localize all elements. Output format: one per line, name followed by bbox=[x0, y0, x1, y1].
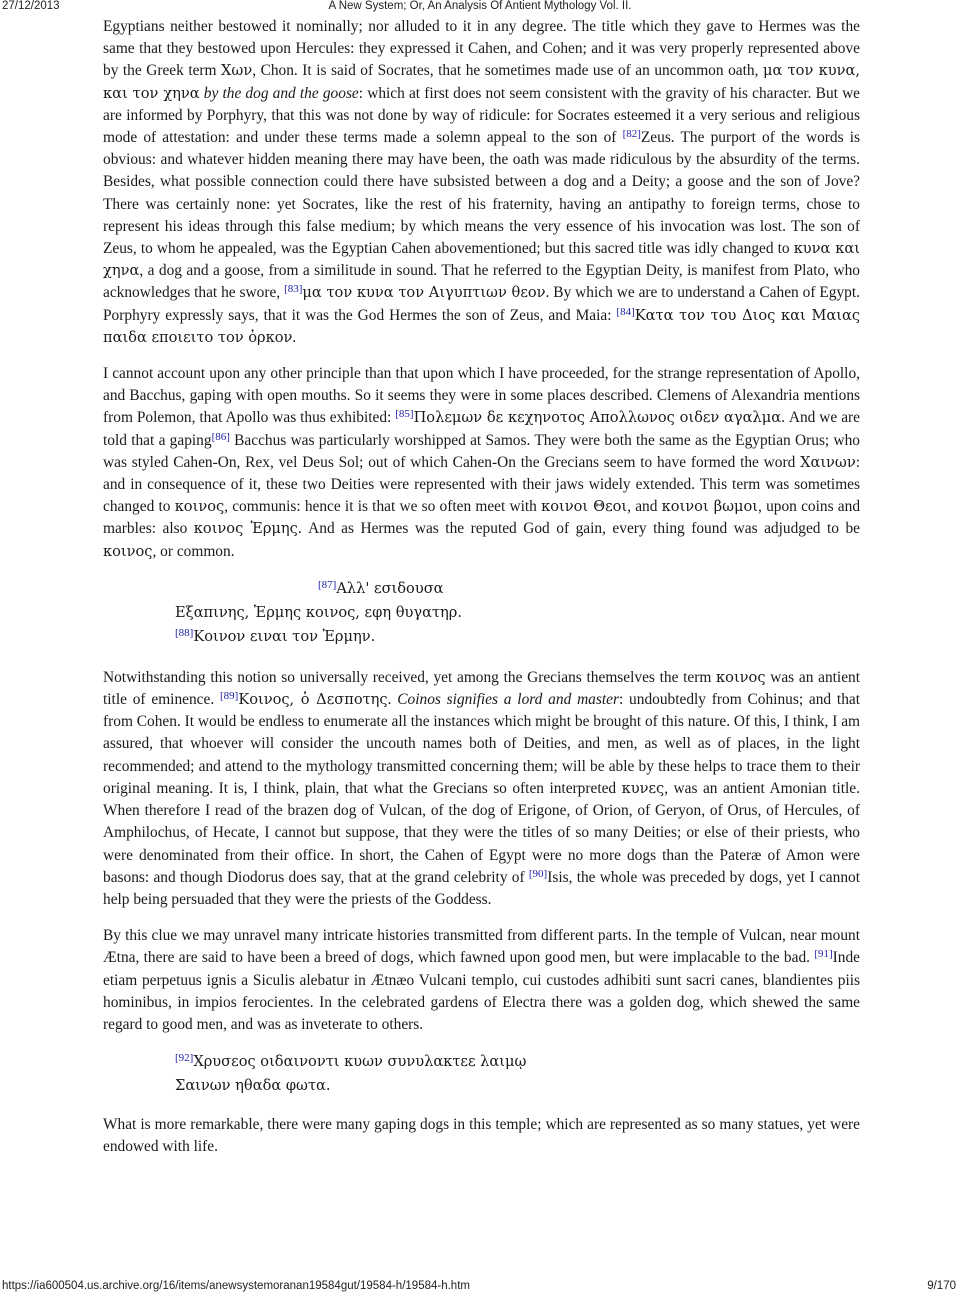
footnote-link-83[interactable]: [83] bbox=[284, 283, 303, 296]
paragraph-2: I cannot account upon any other principle than that upon which I have proceeded, for the strange representation of Apollo, and Bacchus, gaping with open mouths. So it seems they were in some places described. Clemens of Alexandria mentions from Polemon, that Apollo was thus exhibited: [85]Πολεμων δε κεχηνοτος Απολλωνος οιδεν αγαλμα. And we are told that a gaping[86] Bacchus was particularly worshipped at Samos. They were both the same as the Egyptian Orus; who was styled Cahen-On, Rex, vel Deus Sol; out of which Cahen-On the Grecians seem to have formed the word Χαινων: and in consequence of it, these two Deities were represented with their jaws widely extended. This term was sometimes changed to κοινος, communis: hence it is that we so often meet with κοινοι Θεοι, and κοινοι βωμοι, upon coins and marbles: also κοινος Ἑρμης. And as Hermes was the reputed God of gain, every thing found was adjudged to be κοινος, or common. bbox=[103, 365, 861, 560]
footnote-link-92[interactable]: [92] bbox=[175, 1052, 194, 1065]
verse-line: [88]Κοινον ειναι τον Ἑρμην. bbox=[175, 626, 376, 645]
greek-verse-1 bbox=[175, 577, 860, 649]
document-body bbox=[103, 16, 860, 1173]
footnote-link-90[interactable]: [90] bbox=[528, 867, 548, 880]
print-date: 27/12/2013 bbox=[2, 0, 60, 12]
verse-line: Εξαπινης, Ἑρμης κοινος, εφη θυγατηρ. bbox=[175, 603, 462, 621]
verse-line: [87]Αλλ' εσιδουσα bbox=[318, 578, 444, 597]
footnote-link-84[interactable]: [84] bbox=[616, 305, 635, 318]
verse-line: Σαινων ηθαδα φωτα. bbox=[175, 1077, 331, 1095]
paragraph-1: Egyptians neither bestowed it nominally; nor alluded to it in any degree. The title which they gave to Hermes was the same that they bestowed upon Hercules: they expressed it Cahen, and Cohen; and it was very properly represented above by the Greek term Χων, Chon. It is said of Socrates, that he sometimes made use of an uncommon oath, μα τον κυνα, και τον χηνα by the dog and the goose: which at first does not seem consistent with the gravity of his character. But we are informed by Porphyry, that this was not done by way of ridicule: for Socrates esteemed it a very serious and religious mode of attestation: and under these terms made a solemn appeal to the son of [82]Zeus. The purport of the words is obvious: and whatever hidden meaning there may have been, the oath was made ridiculous by the absurdity of the terms. Besides, what possible connection could there have subsisted between a dog and a Deity; a goose and the son of Jove? There was certainly none: yet Socrates, like the rest of his fraternity, having an antipathy to foreign terms, chose to represent his ideas through this false medium; by which means the very essence of his invocation was lost. The son of Zeus, to whom he appealed, was the Egyptian Cahen abovementioned; but this sacred title was idly changed to κυνα και χηνα, a dog and a goose, from a similitude in sound. That he referred to the Egyptian Deity, is manifest from Plato, who acknowledges that he swore, [83]μα τον κυνα τον Αιγυπτιων θεον. By which we are to understand a Cahen of Egypt. Porphyry expressly says, that it was the God Hermes the son of Zeus, and Maia: [84]Κατα τον του Διος και Μαιας παιδα εποιειτο τον ὁρκον. bbox=[103, 18, 861, 346]
page-title: A New System; Or, An Analysis Of Antient Mythology Vol. II. bbox=[328, 0, 632, 12]
page-url: https://ia600504.us.archive.org/16/items/anewsystemoranan19584gut/19584-h/19584-h.htm bbox=[2, 1280, 470, 1292]
paragraph-3: Notwithstanding this notion so universally received, yet among the Grecians themselves the term κοινος was an antient title of eminence. [89]Κοινος, ὁ Δεσποτης. Coinos signifies a lord and master: undoubtedly from Cohinus; and that from Cohen. It would be endless to enumerate all the instances which might be brought of this nature. Of this, I think, I am assured, that whoever will consider the uncouth names both of Deities, and men, as well as of places, in the light recommended; and attend to the mythology transmitted concerning them; will be able by these helps to trace them to their original meaning. It is, I think, plain, that what the Grecians so often interpreted κυνες, was an antient Amonian title. When therefore I read of the brazen dog of Vulcan, of the dog of Erigone, of Orion, of Geryon, of Orus, of Hercules, of Amphilochus, of Hecate, I cannot but suppose, that they were the titles of so many Deities; or else of their priests, who were denominated from their office. In short, the Cahen of Egypt were no more dogs than the Pateræ of Amon were basons: and though Diodorus does say, that at the grand celebrity of [90]Isis, the whole was preceded by dogs, yet I cannot help being persuaded that they were the priests of the Goddess. bbox=[103, 668, 861, 908]
paragraph-5: What is more remarkable, there were many gaping dogs in this temple; which are represented as so many statues, yet were endowed with life. bbox=[103, 1116, 860, 1156]
print-header bbox=[0, 0, 960, 14]
footnote-link-88[interactable]: [88] bbox=[175, 626, 194, 639]
page-number: 9/170 bbox=[927, 1280, 956, 1292]
footnote-link-87[interactable]: [87] bbox=[318, 578, 337, 591]
footnote-link-85[interactable]: [85] bbox=[395, 408, 414, 421]
footnote-link-86[interactable]: [86] bbox=[211, 430, 230, 443]
footnote-link-89[interactable]: [89] bbox=[219, 690, 239, 703]
paragraph-4: By this clue we may unravel many intricate histories transmitted from different parts. In the temple of Vulcan, near mount Ætna, there are said to have been a breed of dogs, which fawned upon good men, but were implacable to the bad. [91]Inde etiam perpetuus ignis a Siculis alebatur in Ætnæo Vulcani templo, cui custodes adhibiti sunt sacri canes, blandientes piis hominibus, in impios ferocientes. In the celebrated gardens of Electra there was a golden dog, which shewed the same regard to good men, and was as inveterate to others. bbox=[103, 927, 860, 1033]
footnote-link-91[interactable]: [91] bbox=[814, 948, 833, 961]
print-footer bbox=[0, 1280, 960, 1294]
verse-line: [92]Χρυσεος οιδαινοντι κυων συνυλακτεε λαιμῳ bbox=[175, 1052, 527, 1071]
footnote-link-82[interactable]: [82] bbox=[622, 128, 641, 141]
greek-verse-2 bbox=[175, 1050, 860, 1098]
